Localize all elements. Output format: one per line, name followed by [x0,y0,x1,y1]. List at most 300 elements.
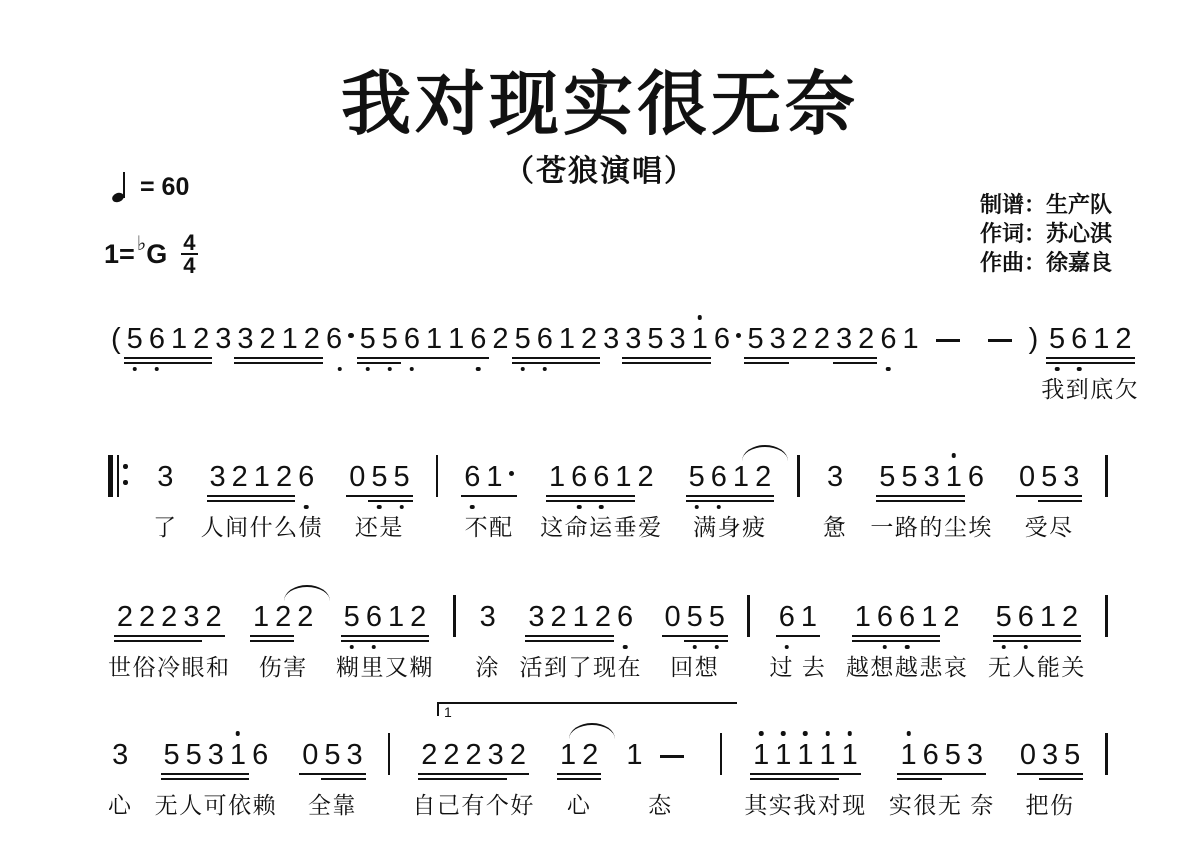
measure-group [336,598,434,682]
note-token: 2 [1059,600,1081,634]
high-octave-dot [781,731,786,736]
low-octave-dot [886,367,891,372]
notes-row [109,736,131,772]
lyric-text: 心 [566,792,592,818]
low-octave-dot [905,645,910,650]
measure-group [1041,320,1139,404]
measure-group [988,598,1086,682]
note-token: 2 [273,460,295,494]
note-token: 1 [556,322,578,356]
note-token: 1 [897,738,919,772]
augmentation-dot [509,471,515,477]
barline [720,733,723,775]
augmentation-dot [736,333,742,339]
repeat-dot [123,464,128,469]
note-token: 5 [341,600,363,634]
note-token: 6 [467,322,489,356]
note-token: 6 [590,460,612,494]
high-octave-dot [698,315,703,320]
song-title: 我对现实很无奈 [341,65,859,143]
notes-row [623,736,697,772]
note-token: 6 [252,739,269,771]
lyric-text: 其实我对现 [744,792,867,818]
measure-group [744,736,867,820]
notes-row [744,320,788,356]
low-octave-dot [155,367,160,372]
lyric-text: 受尽 [1024,514,1074,540]
note-token: 1 [817,738,839,772]
measure-group [234,320,356,381]
note-token: 3 [180,600,202,634]
note-token: 3 [1060,460,1082,494]
measure-group [769,598,826,682]
note-token: 0 [1017,738,1039,772]
barline [1105,595,1108,637]
note-token: 1 [852,600,874,634]
lyric-text: 了 [153,514,178,540]
lyric-text: 全靠 [307,792,357,818]
measure-group [108,736,133,820]
low-octave-dot [365,367,370,372]
note-token: 1 [1090,322,1112,356]
note-token: 3 [485,738,507,772]
low-octave-dot [785,645,790,650]
notation-line-4 [108,736,1108,820]
lyric-text: 这命运垂爱 [540,514,663,540]
notes-row [824,458,846,494]
note-token: 3 [827,461,844,493]
high-octave-dot [236,731,241,736]
measure-group [250,598,316,682]
measure-group [445,320,511,381]
note-token: 2 [136,600,158,634]
note-token: 1 [445,322,467,356]
notes-row [418,736,529,772]
notes-row [445,320,511,356]
measure-group [412,736,535,820]
measure-group [686,458,775,542]
note-token: 2 [592,600,614,634]
note-token: 2 [407,600,429,634]
note-token: 6 [568,460,590,494]
lyric-text: 一路的尘埃 [870,514,993,540]
measure-group [357,320,401,381]
notation-line-2 [108,458,1108,542]
lyric-text: 活到了现在 [519,654,642,680]
low-octave-dot [1001,645,1006,650]
note-token: 2 [440,738,462,772]
note-token: 5 [357,322,379,356]
measure-group [846,598,969,682]
measure-group [108,320,212,381]
low-octave-dot [470,505,475,510]
notes-row [114,598,225,634]
lyric-text: 心 [108,792,133,818]
note-token: 1 [918,600,940,634]
measure-group [153,458,178,542]
note-token: 5 [942,738,964,772]
notes-row [477,598,499,634]
note-token: 6 [874,600,896,634]
note-token: 6 [877,322,899,356]
measure-group [789,320,900,381]
tempo-marking [112,172,189,202]
volta-bracket [437,702,737,718]
note-token: 2 [229,460,251,494]
note-token: 2 [548,600,570,634]
note-token: 5 [744,322,766,356]
lyric-text: 回想 [670,654,720,680]
note-token: 2 [943,601,960,633]
measure-group [622,320,744,381]
song-subtitle-performer: （苍狼演唱） [504,155,696,188]
dash-note [988,339,1012,343]
low-octave-dot [1024,645,1029,650]
note-token: 1 [612,460,634,494]
note-token: 2 [492,323,509,355]
notes-row [993,598,1082,634]
low-octave-dot [132,367,137,372]
low-octave-dot [577,505,582,510]
notes-row [899,320,1041,356]
credit-arranger: 制谱：生产队 [979,192,1112,217]
notes-row [750,736,861,772]
notes-row [341,598,430,634]
measure-group [623,736,697,820]
note-token: 5 [1061,738,1083,772]
measure-group [1017,736,1083,820]
note-token: 6 [896,600,918,634]
measure-group [401,320,445,381]
note-token: 3 [479,601,496,633]
measure-group [201,458,324,542]
slur-arc [284,585,330,601]
low-octave-dot [883,645,888,650]
note-token: 5 [898,460,920,494]
time-signature [181,232,197,276]
low-octave-dot [1077,367,1082,372]
notes-row [546,458,657,494]
note-token: 2 [301,322,323,356]
low-octave-dot [694,505,699,510]
lyric-text: 满身疲 [693,514,767,540]
note-token: 6 [363,600,385,634]
note-token: 1 [798,600,820,634]
notes-row [1017,736,1083,772]
notes-row [108,320,212,356]
low-octave-dot [717,505,722,510]
measure-group [512,320,601,381]
note-token: 3 [215,323,232,355]
measure-group [557,736,601,820]
credit-composer: 作曲：徐嘉良 [979,250,1112,275]
key-letter: G [146,238,168,269]
flat-icon: ♭ [136,232,147,255]
notes-row [600,320,622,356]
note-token: 5 [161,738,183,772]
note-token: 2 [257,322,279,356]
lyric-text: 无人能关 [987,654,1086,680]
note-token: 6 [295,460,317,494]
low-octave-dot [349,645,354,650]
lyric-text: 世俗冷眼和 [108,654,231,680]
low-octave-dot [476,367,481,372]
volta-number: 1 [444,704,452,720]
slur-arc [569,723,615,739]
lyric-text: 过 去 [769,654,827,680]
note-token: 3 [205,738,227,772]
low-octave-dot [692,645,697,650]
notes-row [299,736,365,772]
note-token: 2 [114,600,136,634]
note-token: 3 [344,738,366,772]
quarter-note-icon [112,172,126,202]
note-token: 2 [418,738,440,772]
measure-group [870,458,993,542]
note-token: 0 [1016,460,1038,494]
measure-group [108,598,231,682]
time-signature-denominator: 4 [183,253,196,278]
high-octave-dot [759,731,764,736]
measure-group [520,598,643,682]
lyric-text: 人间什么债 [200,514,324,540]
note-token: ) [1028,323,1039,355]
note-token: 3 [767,322,789,356]
note-token: 1 [626,739,643,771]
note-token: 1 [570,600,592,634]
lyric-text: 涂 [475,654,500,680]
note-token: 1 [557,738,579,772]
note-token: 1 [250,600,272,634]
notes-row [789,320,900,356]
note-token: 1 [943,460,965,494]
note-token: 3 [1039,738,1061,772]
note-token: 1 [385,600,407,634]
tempo-value: = 60 [140,173,190,201]
notes-row [207,458,318,494]
lyric-text: 态 [648,792,673,818]
repeat-dot [123,480,128,485]
measure-group [1016,458,1082,542]
note-token: 1 [839,738,861,772]
low-octave-dot [399,505,404,510]
note-token: 1 [794,738,816,772]
note-token: 3 [667,322,689,356]
notes-row [512,320,601,356]
low-octave-dot [410,367,415,372]
note-token: 3 [234,322,256,356]
barline [388,733,391,775]
note-token: 2 [158,600,180,634]
note-token: 5 [1046,322,1068,356]
measure-group [540,458,663,542]
notes-row [876,458,987,494]
slur-arc [742,445,788,461]
note-token: 6 [708,460,730,494]
lyric-text: 把伤 [1025,792,1075,818]
lyric-text: 不配 [464,514,514,540]
note-token: 3 [207,460,229,494]
high-octave-dot [847,731,852,736]
time-signature-numerator: 4 [183,230,196,255]
note-token: 2 [190,322,212,356]
barline [436,455,439,497]
lyric-text: 越想越悲哀 [845,654,969,680]
low-octave-dot [377,505,382,510]
note-token: 5 [379,322,401,356]
note-token: 5 [706,600,728,634]
note-token: 2 [578,322,600,356]
notes-row [357,320,401,356]
lyric-text: 伤害 [258,654,308,680]
key-signature [104,232,198,276]
note-token: 0 [299,738,321,772]
note-token: 1 [902,323,919,355]
barline [1105,455,1108,497]
measure-group [155,736,278,820]
dash-note [936,339,960,343]
note-token: 5 [684,600,706,634]
note-token: 2 [272,600,294,634]
note-token: 2 [637,461,654,493]
note-token: 1 [251,460,273,494]
notes-row [686,458,775,494]
note-token: 1 [546,460,568,494]
note-token: 0 [662,600,684,634]
note-token: 3 [603,323,620,355]
notes-row [852,598,963,634]
low-octave-dot [623,645,628,650]
note-token: 2 [463,738,485,772]
note-token: 6 [401,322,423,356]
measure-group [475,598,500,682]
note-token: 6 [776,600,798,634]
low-octave-dot [304,505,309,510]
note-token: 6 [920,738,942,772]
credit-lyricist: 作词：苏心淇 [979,221,1112,246]
low-octave-dot [372,645,377,650]
measure-group [744,320,788,381]
note-token: 1 [483,460,517,494]
note-token: 1 [772,738,794,772]
note-token: 5 [390,460,412,494]
notes-row [897,736,986,772]
low-octave-dot [1055,367,1060,372]
note-token: 5 [512,322,534,356]
note-token: 1 [730,460,752,494]
note-token: 2 [507,738,529,772]
notation-line-1 [108,320,1140,404]
high-octave-dot [906,731,911,736]
low-octave-dot [599,505,604,510]
notes-row [776,598,820,634]
note-token: 2 [855,322,877,356]
notes-row [525,598,636,634]
note-token: 6 [461,460,483,494]
note-token: 2 [752,460,774,494]
note-token: 3 [921,460,943,494]
barline [797,455,800,497]
measure-group [899,320,1041,381]
note-token: 1 [1037,600,1059,634]
note-token: 3 [112,739,129,771]
notes-row [622,320,744,356]
note-token: 5 [368,460,390,494]
note-token: 6 [1015,600,1037,634]
note-token: 2 [297,601,314,633]
notes-row [662,598,728,634]
note-token: 6 [323,322,357,356]
dash-note [660,755,684,759]
measure-group [212,320,234,381]
notation-line-3 [108,598,1108,682]
note-token: 1 [168,322,190,356]
note-token: 5 [686,460,708,494]
notes-row [212,320,234,356]
notes-row [154,458,176,494]
lyric-text: 糊里又糊 [335,654,434,680]
low-octave-dot [543,367,548,372]
low-octave-dot [715,645,720,650]
note-token: 2 [1112,322,1134,356]
note-token: 1 [423,322,445,356]
measure-group [461,458,517,542]
barline [1105,733,1108,775]
augmentation-dot [348,333,354,339]
notes-row [1016,458,1082,494]
note-token: 6 [534,322,556,356]
barline [453,595,456,637]
measure-group [823,458,848,542]
lyric-text: 还是 [354,514,404,540]
lyric-text: 无人可依赖 [154,792,278,818]
measure-group [662,598,728,682]
notes-row [346,458,412,494]
repeat-sign-icon [108,455,130,497]
measure-group [889,736,995,820]
note-token: 5 [876,460,898,494]
lyric-text: 惫 [822,514,848,540]
note-token: 1 [279,322,301,356]
note-token: 5 [124,322,146,356]
note-token: 3 [964,738,986,772]
note-token: ( [111,323,121,355]
barline [747,595,750,637]
note-token: 5 [644,322,666,356]
measure-group [299,736,365,820]
note-token: 1 [689,322,711,356]
note-token: 3 [525,600,547,634]
notes-row [557,736,601,772]
note-token: 5 [1038,460,1060,494]
key-prefix: 1= [104,238,135,269]
low-octave-dot [338,367,343,372]
measure-group [346,458,412,542]
notes-row [1046,320,1135,356]
note-token: 2 [789,322,811,356]
note-token: 2 [579,738,601,772]
high-octave-dot [952,453,957,458]
lyric-text: 我到底欠 [1041,376,1140,402]
note-token: 3 [833,322,855,356]
note-token: 2 [202,600,224,634]
notes-row [161,736,272,772]
measure-group [600,320,622,381]
high-octave-dot [803,731,808,736]
notes-row [401,320,445,356]
lyric-text: 自己有个好 [412,792,535,818]
note-token: 5 [993,600,1015,634]
